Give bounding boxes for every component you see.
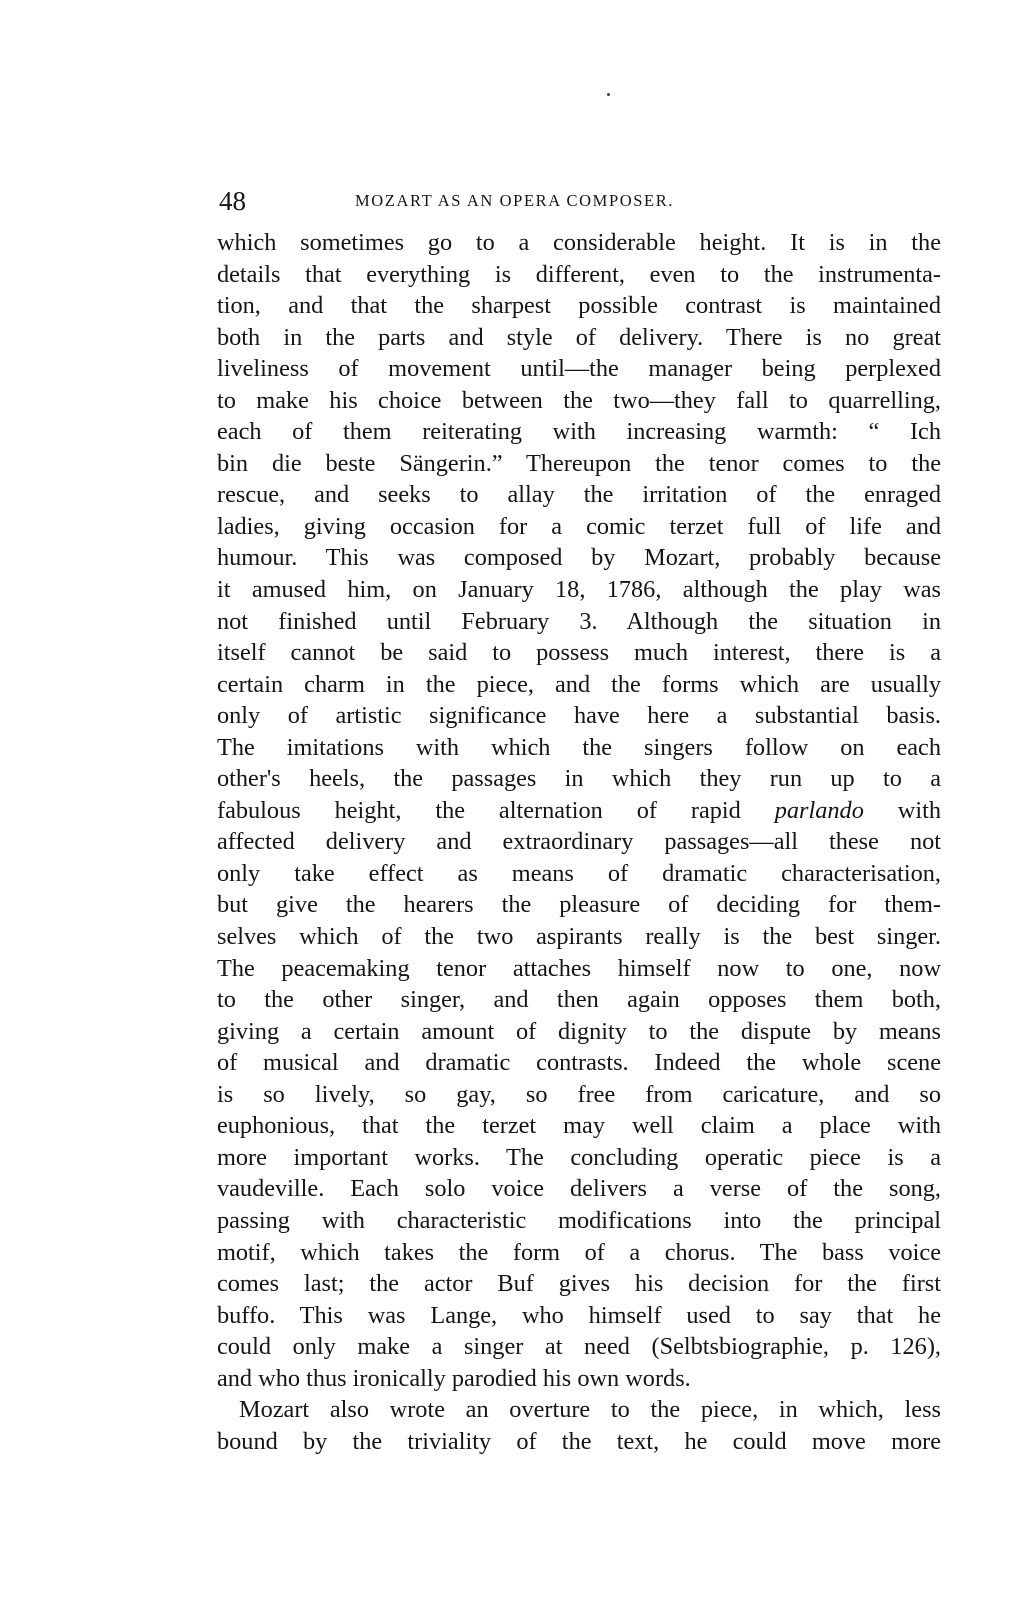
text-line: liveliness of movement until—the manager being perplexed	[217, 355, 941, 383]
text-line	[217, 795, 941, 827]
body-text	[217, 227, 941, 1457]
text-line: but give the hearers the pleasure of deciding for them-	[217, 891, 941, 919]
text-line: affected delivery and extraordinary passages—all these not	[217, 828, 941, 856]
text-line: not finished until February 3. Although the situation in	[217, 607, 941, 635]
text-line: ladies, giving occasion for a comic terzet full of life and	[217, 512, 941, 540]
text-line: to the other singer, and then again opposes them both,	[217, 986, 941, 1014]
text-line: buffo. This was Lange, who himself used to say that he	[217, 1301, 941, 1329]
text-line: tion, and that the sharpest possible contrast is maintained	[217, 292, 941, 320]
text-line: motif, which takes the form of a chorus. The bass voice	[217, 1238, 941, 1266]
text-line: only take effect as means of dramatic characterisation,	[217, 859, 941, 887]
text-line: certain charm in the piece, and the forms which are usually	[217, 670, 941, 698]
text-line: comes last; the actor Buf gives his decision for the first	[217, 1270, 941, 1298]
text-line: both in the parts and style of delivery. There is no great	[217, 323, 941, 351]
text-line: selves which of the two aspirants really is the best singer.	[217, 923, 941, 951]
text-line: other's heels, the passages in which they run up to a	[217, 765, 941, 793]
text-line: each of them reiterating with increasing warmth: “ Ich	[217, 418, 941, 446]
text-line: could only make a singer at need (Selbtsbiographie, p. 126),	[217, 1333, 941, 1361]
text-line: bound by the triviality of the text, he could move more	[217, 1427, 941, 1455]
print-speck	[607, 93, 610, 96]
text-line: which sometimes go to a considerable height. It is in the	[217, 229, 941, 256]
text-line: euphonious, that the terzet may well claim a place with	[217, 1112, 941, 1140]
italic-term: parlando	[774, 796, 864, 824]
text-line: it amused him, on January 18, 1786, although the play was	[217, 576, 941, 604]
text-run: fabulous height, the alternation of rapid	[217, 796, 775, 824]
text-run: with	[863, 796, 941, 824]
text-line: and who thus ironically parodied his own words.	[217, 1364, 691, 1392]
text-line: details that everything is different, even to the instrumenta-	[217, 260, 941, 288]
text-line: passing with characteristic modifications into the principal	[217, 1206, 941, 1234]
page-number: 48	[219, 186, 246, 216]
text-line: humour. This was composed by Mozart, probably because	[217, 544, 941, 572]
text-line: rescue, and seeks to allay the irritation of the enraged	[217, 481, 941, 509]
text-line: The imitations with which the singers follow on each	[217, 733, 941, 761]
text-line: more important works. The concluding operatic piece is a	[217, 1143, 941, 1171]
text-line: only of artistic significance have here a substantial basis.	[217, 702, 941, 730]
text-line: is so lively, so gay, so free from caricature, and so	[217, 1080, 941, 1108]
text-line: giving a certain amount of dignity to the dispute by means	[217, 1017, 941, 1045]
text-line: vaudeville. Each solo voice delivers a verse of the song,	[217, 1175, 941, 1203]
text-line: of musical and dramatic contrasts. Indeed the whole scene	[217, 1049, 941, 1077]
text-line: to make his choice between the two—they fall to quarrelling,	[217, 386, 941, 414]
text-line: Mozart also wrote an overture to the piece, in which, less	[239, 1396, 941, 1424]
text-line: bin die beste Sängerin.” Thereupon the tenor comes to the	[217, 449, 941, 477]
text-line: The peacemaking tenor attaches himself now to one, now	[217, 954, 941, 982]
running-header	[219, 186, 939, 216]
text-line: itself cannot be said to possess much interest, there is a	[217, 639, 941, 667]
running-title: MOZART AS AN OPERA COMPOSER.	[355, 191, 675, 210]
